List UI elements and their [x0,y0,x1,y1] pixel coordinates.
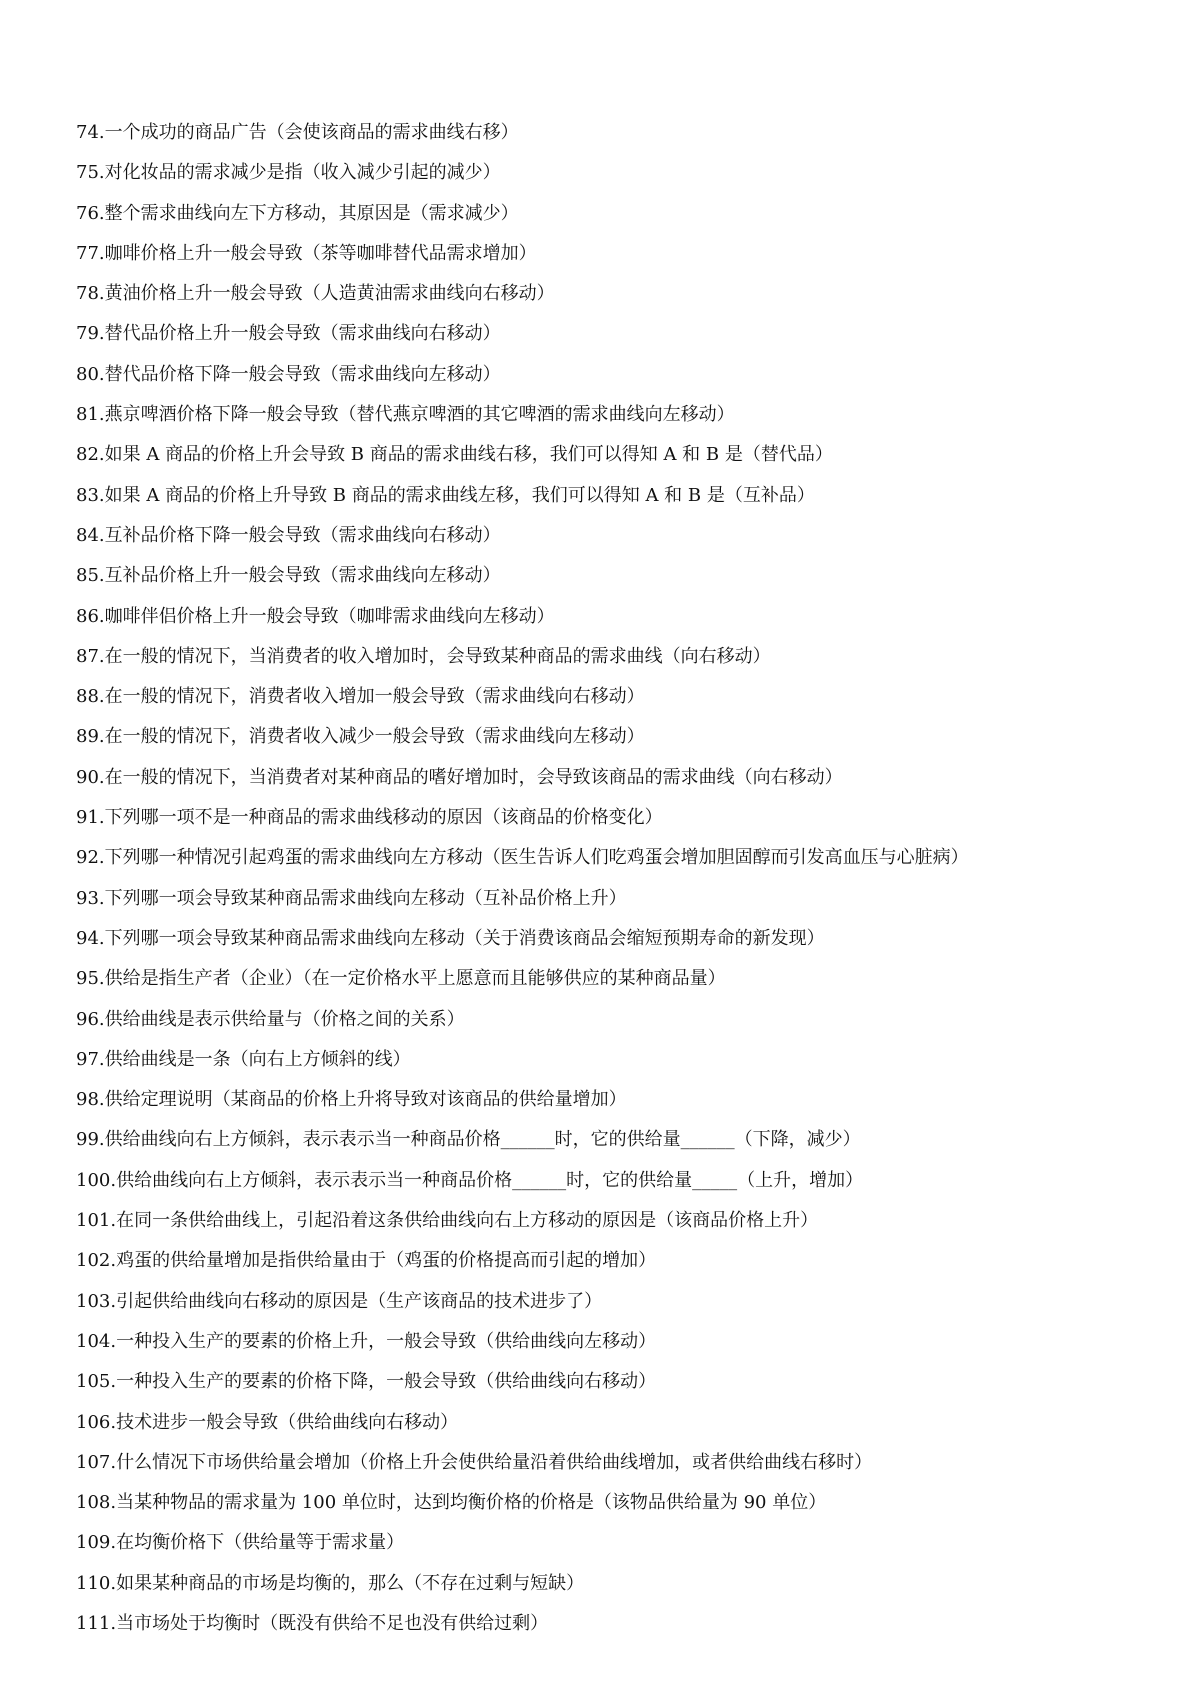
list-item: 99.供给曲线向右上方倾斜，表示表示当一种商品价格______时，它的供给量______（下降，减少） [76,1129,861,1151]
list-item: 102.鸡蛋的供给量增加是指供给量由于（鸡蛋的价格提高而引起的增加） [76,1250,657,1272]
list-item: 103.引起供给曲线向右移动的原因是（生产该商品的技术进步了） [76,1290,603,1312]
list-item: 109.在均衡价格下（供给量等于需求量） [76,1532,405,1554]
list-item: 84.互补品价格下降一般会导致（需求曲线向右移动） [76,524,501,546]
list-item: 100.供给曲线向右上方倾斜，表示表示当一种商品价格______时，它的供给量_____（上升，增加） [76,1169,864,1191]
list-item: 101.在同一条供给曲线上，引起沿着这条供给曲线向右上方移动的原因是（该商品价格上升） [76,1210,819,1232]
list-item: 86.咖啡伴侣价格上升一般会导致（咖啡需求曲线向左移动） [76,605,555,627]
list-item: 106.技术进步一般会导致（供给曲线向右移动） [76,1411,459,1433]
list-item: 88.在一般的情况下，消费者收入增加一般会导致（需求曲线向右移动） [76,686,645,708]
list-item: 97.供给曲线是一条（向右上方倾斜的线） [76,1048,411,1070]
list-item: 89.在一般的情况下，消费者收入减少一般会导致（需求曲线向左移动） [76,726,645,748]
list-item: 85.互补品价格上升一般会导致（需求曲线向左移动） [76,565,501,587]
list-item: 94.下列哪一项会导致某种商品需求曲线向左移动（关于消费该商品会缩短预期寿命的新发现） [76,927,825,949]
list-item: 79.替代品价格上升一般会导致（需求曲线向右移动） [76,323,501,345]
list-item: 96.供给曲线是表示供给量与（价格之间的关系） [76,1008,465,1030]
list-item: 87.在一般的情况下，当消费者的收入增加时，会导致某种商品的需求曲线（向右移动） [76,645,771,667]
list-item: 76.整个需求曲线向左下方移动，其原因是（需求减少） [76,202,519,224]
list-item: 92.下列哪一种情况引起鸡蛋的需求曲线向左方移动（医生告诉人们吃鸡蛋会增加胆固醇而引发高血压与心脏病） [76,847,969,869]
list-item: 80.替代品价格下降一般会导致（需求曲线向左移动） [76,363,501,385]
list-item: 90.在一般的情况下，当消费者对某种商品的嗜好增加时，会导致该商品的需求曲线（向右移动） [76,766,843,788]
list-item: 108.当某种物品的需求量为 100 单位时，达到均衡价格的价格是（该物品供给量为 90 单位） [76,1492,827,1514]
list-item: 105.一种投入生产的要素的价格下降，一般会导致（供给曲线向右移动） [76,1371,657,1393]
list-item: 75.对化妆品的需求减少是指（收入减少引起的减少） [76,162,501,184]
list-item: 95.供给是指生产者（企业）（在一定价格水平上愿意而且能够供应的某种商品量） [76,968,726,990]
list-item: 81.燕京啤酒价格下降一般会导致（替代燕京啤酒的其它啤酒的需求曲线向左移动） [76,404,735,426]
list-item: 83.如果 A 商品的价格上升导致 B 商品的需求曲线左移，我们可以得知 A 和 B 是（互补品） [76,484,815,506]
list-item: 82.如果 A 商品的价格上升会导致 B 商品的需求曲线右移，我们可以得知 A 和 B 是（替代品） [76,444,833,466]
list-item: 110.如果某种商品的市场是均衡的，那么（不存在过剩与短缺） [76,1572,585,1594]
list-item: 77.咖啡价格上升一般会导致（茶等咖啡替代品需求增加） [76,242,537,264]
list-item: 93.下列哪一项会导致某种商品需求曲线向左移动（互补品价格上升） [76,887,627,909]
list-item: 104.一种投入生产的要素的价格上升，一般会导致（供给曲线向左移动） [76,1330,657,1352]
question-answer-list [76,113,1136,1644]
list-item: 111.当市场处于均衡时（既没有供给不足也没有供给过剩） [76,1612,549,1634]
list-item: 107.什么情况下市场供给量会增加（价格上升会使供给量沿着供给曲线增加，或者供给曲线右移时） [76,1451,873,1473]
list-item: 98.供给定理说明（某商品的价格上升将导致对该商品的供给量增加） [76,1089,627,1111]
list-item: 91.下列哪一项不是一种商品的需求曲线移动的原因（该商品的价格变化） [76,807,663,829]
list-item: 74.一个成功的商品广告（会使该商品的需求曲线右移） [76,122,519,143]
list-item: 78.黄油价格上升一般会导致（人造黄油需求曲线向右移动） [76,283,555,305]
